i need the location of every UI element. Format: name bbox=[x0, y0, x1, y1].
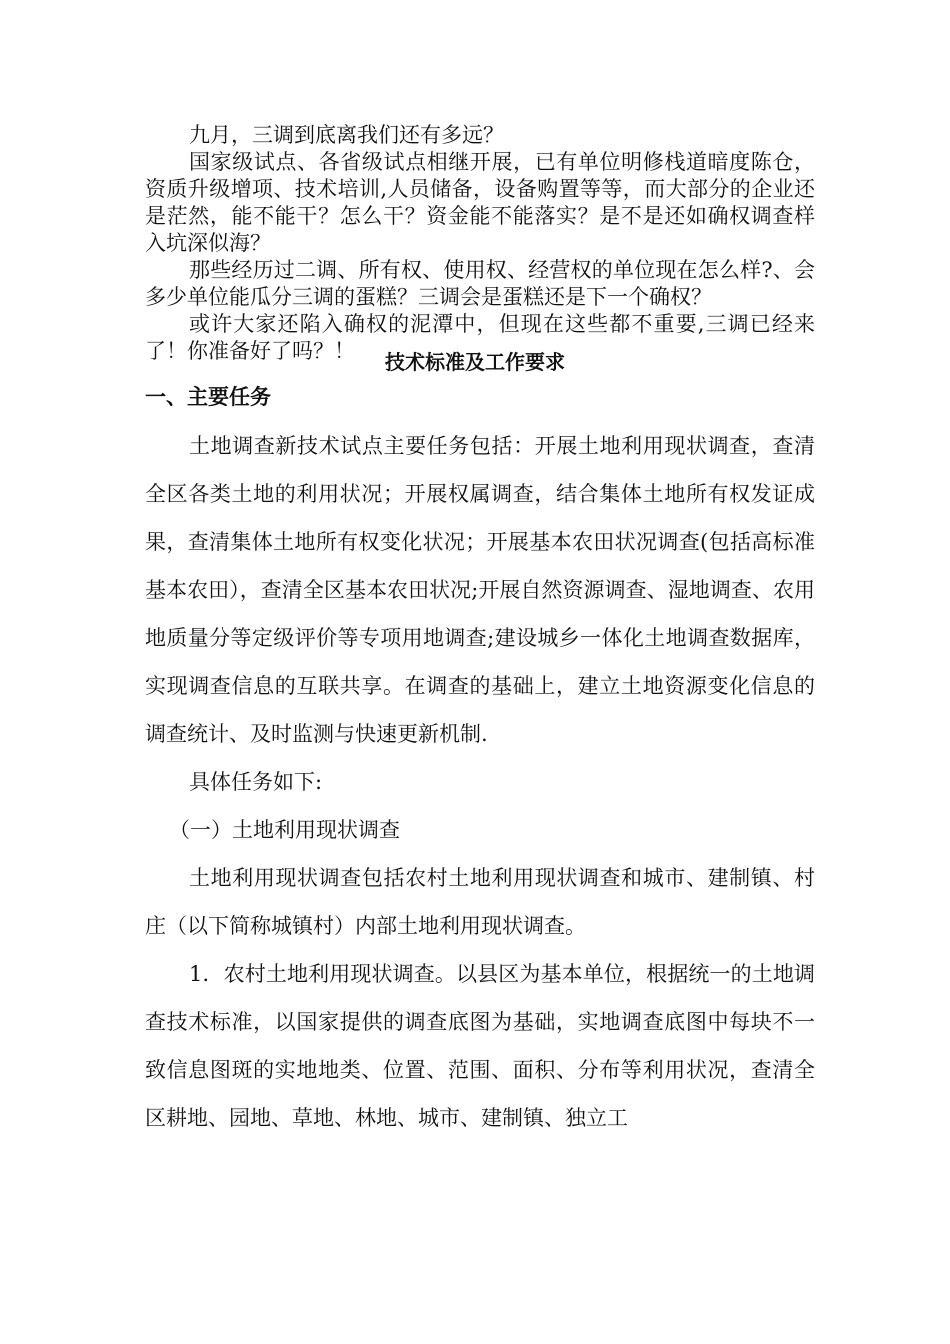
body-paragraph: 土地调查新技术试点主要任务包括：开展土地利用现状调查，查清全区各类土地的利用状况；开展权属调查，结合集体土地所有权发证成果，查清集体土地所有权变化状况；开展基本农田状况调查(包括高标准基本农田），查清全区基本农田状况;开展自然资源调查、湿地调查、农用地质量分等定级评价等专项用地调查;建设城乡一体化土地调查数据库，实现调查信息的互联共享。在调查的基础上，建立土地资源变化信息的调查统计、及时监测与快速更新机制. bbox=[145, 434, 815, 746]
body-paragraph: 1．农村土地利用现状调查。以县区为基本单位，根据统一的土地调查技术标准，以国家提供的调查底图为基础，实地调查底图中每块不一致信息图斑的实地地类、位置、范围、面积、分布等利用状况，查清全区耕地、园地、草地、林地、城市、建制镇、独立工 bbox=[145, 962, 815, 1130]
body-paragraph: 土地利用现状调查包括农村土地利用现状调查和城市、建制镇、村庄（以下简称城镇村）内部土地利用现状调查。 bbox=[145, 866, 815, 938]
intro-paragraph: 那些经历过二调、所有权、使用权、经营权的单位现在怎么样?、会多少单位能瓜分三调的蛋糕？三调会是蛋糕还是下一个确权？ bbox=[145, 258, 815, 309]
intro-block bbox=[145, 122, 815, 365]
intro-paragraph: 国家级试点、各省级试点相继开展，已有单位明修栈道暗度陈仓，资质升级增项、技术培训,人员储备，设备购置等等，而大部分的企业还是茫然，能不能干？怎么干？资金能不能落实？是不是还如确权调查样入坑深似海？ bbox=[145, 150, 815, 255]
body-text bbox=[145, 422, 815, 1142]
intro-paragraph: 或许大家还陷入确权的泥潭中，但现在这些都不重要,三调已经来了！你准备好了吗？！ bbox=[145, 312, 815, 363]
section-heading: 一、主要任务 bbox=[145, 384, 271, 409]
document-title: 技术标准及工作要求 bbox=[385, 350, 565, 374]
subsection-heading: （一）土地利用现状调查 bbox=[169, 818, 400, 842]
body-paragraph: 具体任务如下: bbox=[189, 770, 323, 794]
intro-paragraph: 九月，三调到底离我们还有多远？ bbox=[189, 123, 504, 147]
